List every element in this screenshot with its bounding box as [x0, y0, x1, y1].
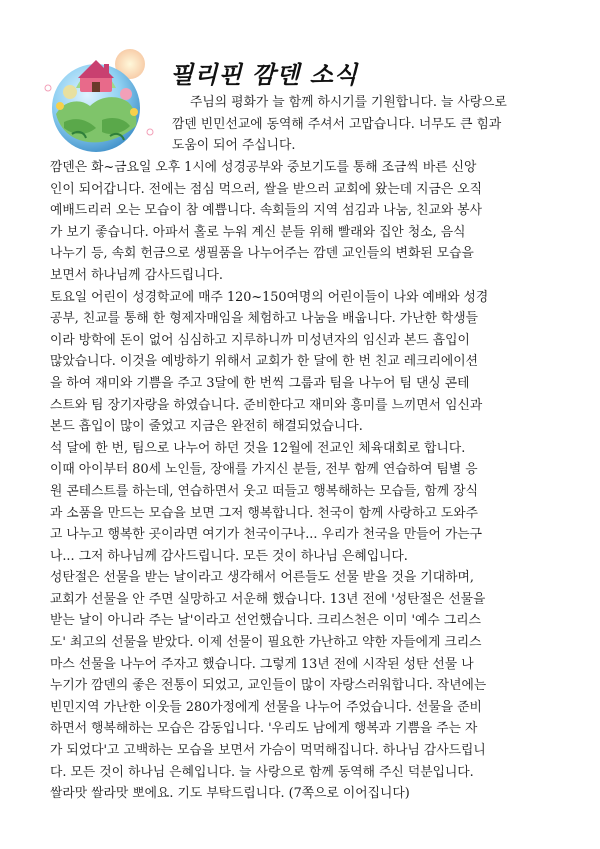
- body-line: 누기가 깜덴의 좋은 전통이 되었고, 교인들이 많이 자랑스러워합니다. 작년에는: [50, 678, 487, 694]
- body-line: 교회가 선물을 안 주면 실망하고 서운해 했습니다. 13년 전에 '성탄절은 선물을: [50, 591, 486, 607]
- body-line: 마스 선물을 나누어 주자고 했습니다. 그렇게 13년 전에 시작된 성탄 선물 나: [50, 656, 474, 672]
- body-line: 다. 모든 것이 하나님 은혜입니다. 늘 사랑으로 함께 동역해 주신 덕분입니다.: [50, 764, 474, 780]
- body-line: 과 소품을 만드는 모습을 보면 그저 행복합니다. 천국이 함께 사랑하고 도와주: [50, 505, 478, 521]
- intro-line: 깜덴 빈민선교에 동역해 주셔서 고맙습니다. 너무도 큰 힘과: [172, 116, 502, 132]
- body-line: 토요일 어린이 성경학교에 매주 120~150여명의 어린이들이 나와 예배와 성경: [50, 289, 489, 305]
- body-line: 보면서 하나님께 감사드립니다.: [50, 267, 223, 283]
- body-text: [50, 157, 582, 805]
- body-line: 나누기 등, 속회 헌금으로 생필품을 나누어주는 깜덴 교인들의 변화된 모습을: [50, 246, 474, 262]
- intro-line: 도움이 되어 주십니다.: [172, 138, 296, 153]
- body-line: 원 콘테스트를 하는데, 연습하면서 웃고 떠들고 행복해하는 모습들, 함께 장식: [50, 483, 478, 499]
- body-line: 스트와 팀 장기자랑을 하였습니다. 준비한다고 재미와 흥미를 느끼면서 임신과: [50, 397, 483, 413]
- body-line: 성탄절은 선물을 받는 날이라고 생각해서 어른들도 선물 받을 것을 기대하며,: [50, 570, 474, 586]
- body-line: 고 나누고 행복한 곳이라면 여기가 천국이구나... 우리가 천국을 만들어 가는구: [50, 527, 483, 543]
- globe-village-illustration: [30, 36, 170, 154]
- body-line: 석 달에 한 번, 팀으로 나누어 하던 것을 12월에 전교인 체육대회로 합니다.: [50, 440, 466, 456]
- body-line: 을 하여 재미와 기쁨을 주고 3달에 한 번씩 그룹과 팀을 나누어 팀 댄싱 콘테: [50, 375, 470, 391]
- body-line: 인이 되어갑니다. 전에는 점심 먹으러, 쌀을 받으러 교회에 왔는데 지금은 오직: [50, 181, 483, 197]
- body-line: 빈민지역 가난한 이웃들 280가정에게 선물을 나누어 주었습니다. 선물을 준비: [50, 699, 482, 715]
- body-line: 본드 흡입이 많이 줄었고 지금은 완전히 해결되었습니다.: [50, 419, 363, 435]
- body-line: 많았습니다. 이것을 예방하기 위해서 교회가 한 달에 한 번 친교 레크리에이션: [50, 354, 478, 370]
- body-line: 하면서 행복해하는 모습은 감동입니다. '우리도 남에게 행복과 기쁨을 주는 자: [50, 721, 478, 737]
- body-line: 공부, 친교를 통해 한 형제자매임을 체험하고 나눔을 배웁니다. 가난한 학생들: [50, 311, 478, 327]
- intro-paragraph: [172, 92, 582, 157]
- body-line: 예배드리러 오는 모습이 참 예쁩니다. 속회들의 지역 섬김과 나눔, 친교와 봉사: [50, 203, 483, 219]
- newsletter-title: 필리핀 깜덴 소식: [170, 60, 358, 89]
- intro-line: 주님의 평화가 늘 함께 하시기를 기원합니다. 늘 사랑으로: [190, 95, 507, 110]
- body-line: 도' 최고의 선물을 받았다. 이제 선물이 필요한 가난하고 약한 자들에게 크리스: [50, 635, 482, 651]
- body-line: 받는 날이 아니라 주는 날'이라고 선언했습니다. 크리스천은 이미 '예수 그리스: [50, 613, 481, 629]
- body-line: 깜덴은 화~금요일 오후 1시에 성경공부와 중보기도를 통해 조금씩 바른 신앙: [50, 160, 477, 175]
- body-line: 가 되었다'고 고백하는 모습을 보면서 가슴이 먹먹해집니다. 하나님 감사드립니: [50, 743, 486, 759]
- body-line: 나... 그저 하나님께 감사드립니다. 모든 것이 하나님 은혜입니다.: [50, 548, 408, 564]
- body-line: 쌀라맛 쌀라맛 뽀에요. 기도 부탁드립니다. (7쪽으로 이어집니다): [50, 786, 410, 802]
- body-line: 가 보기 좋습니다. 아파서 홀로 누워 계신 분들 위해 빨래와 집안 청소, 음식: [50, 224, 466, 240]
- body-line: 이때 아이부터 80세 노인들, 장애를 가지신 분들, 전부 함께 연습하여 팀별 응: [50, 462, 478, 478]
- body-line: 이라 방학에 돈이 없어 심심하고 지루하니까 미성년자의 임신과 본드 흡입이: [50, 332, 470, 348]
